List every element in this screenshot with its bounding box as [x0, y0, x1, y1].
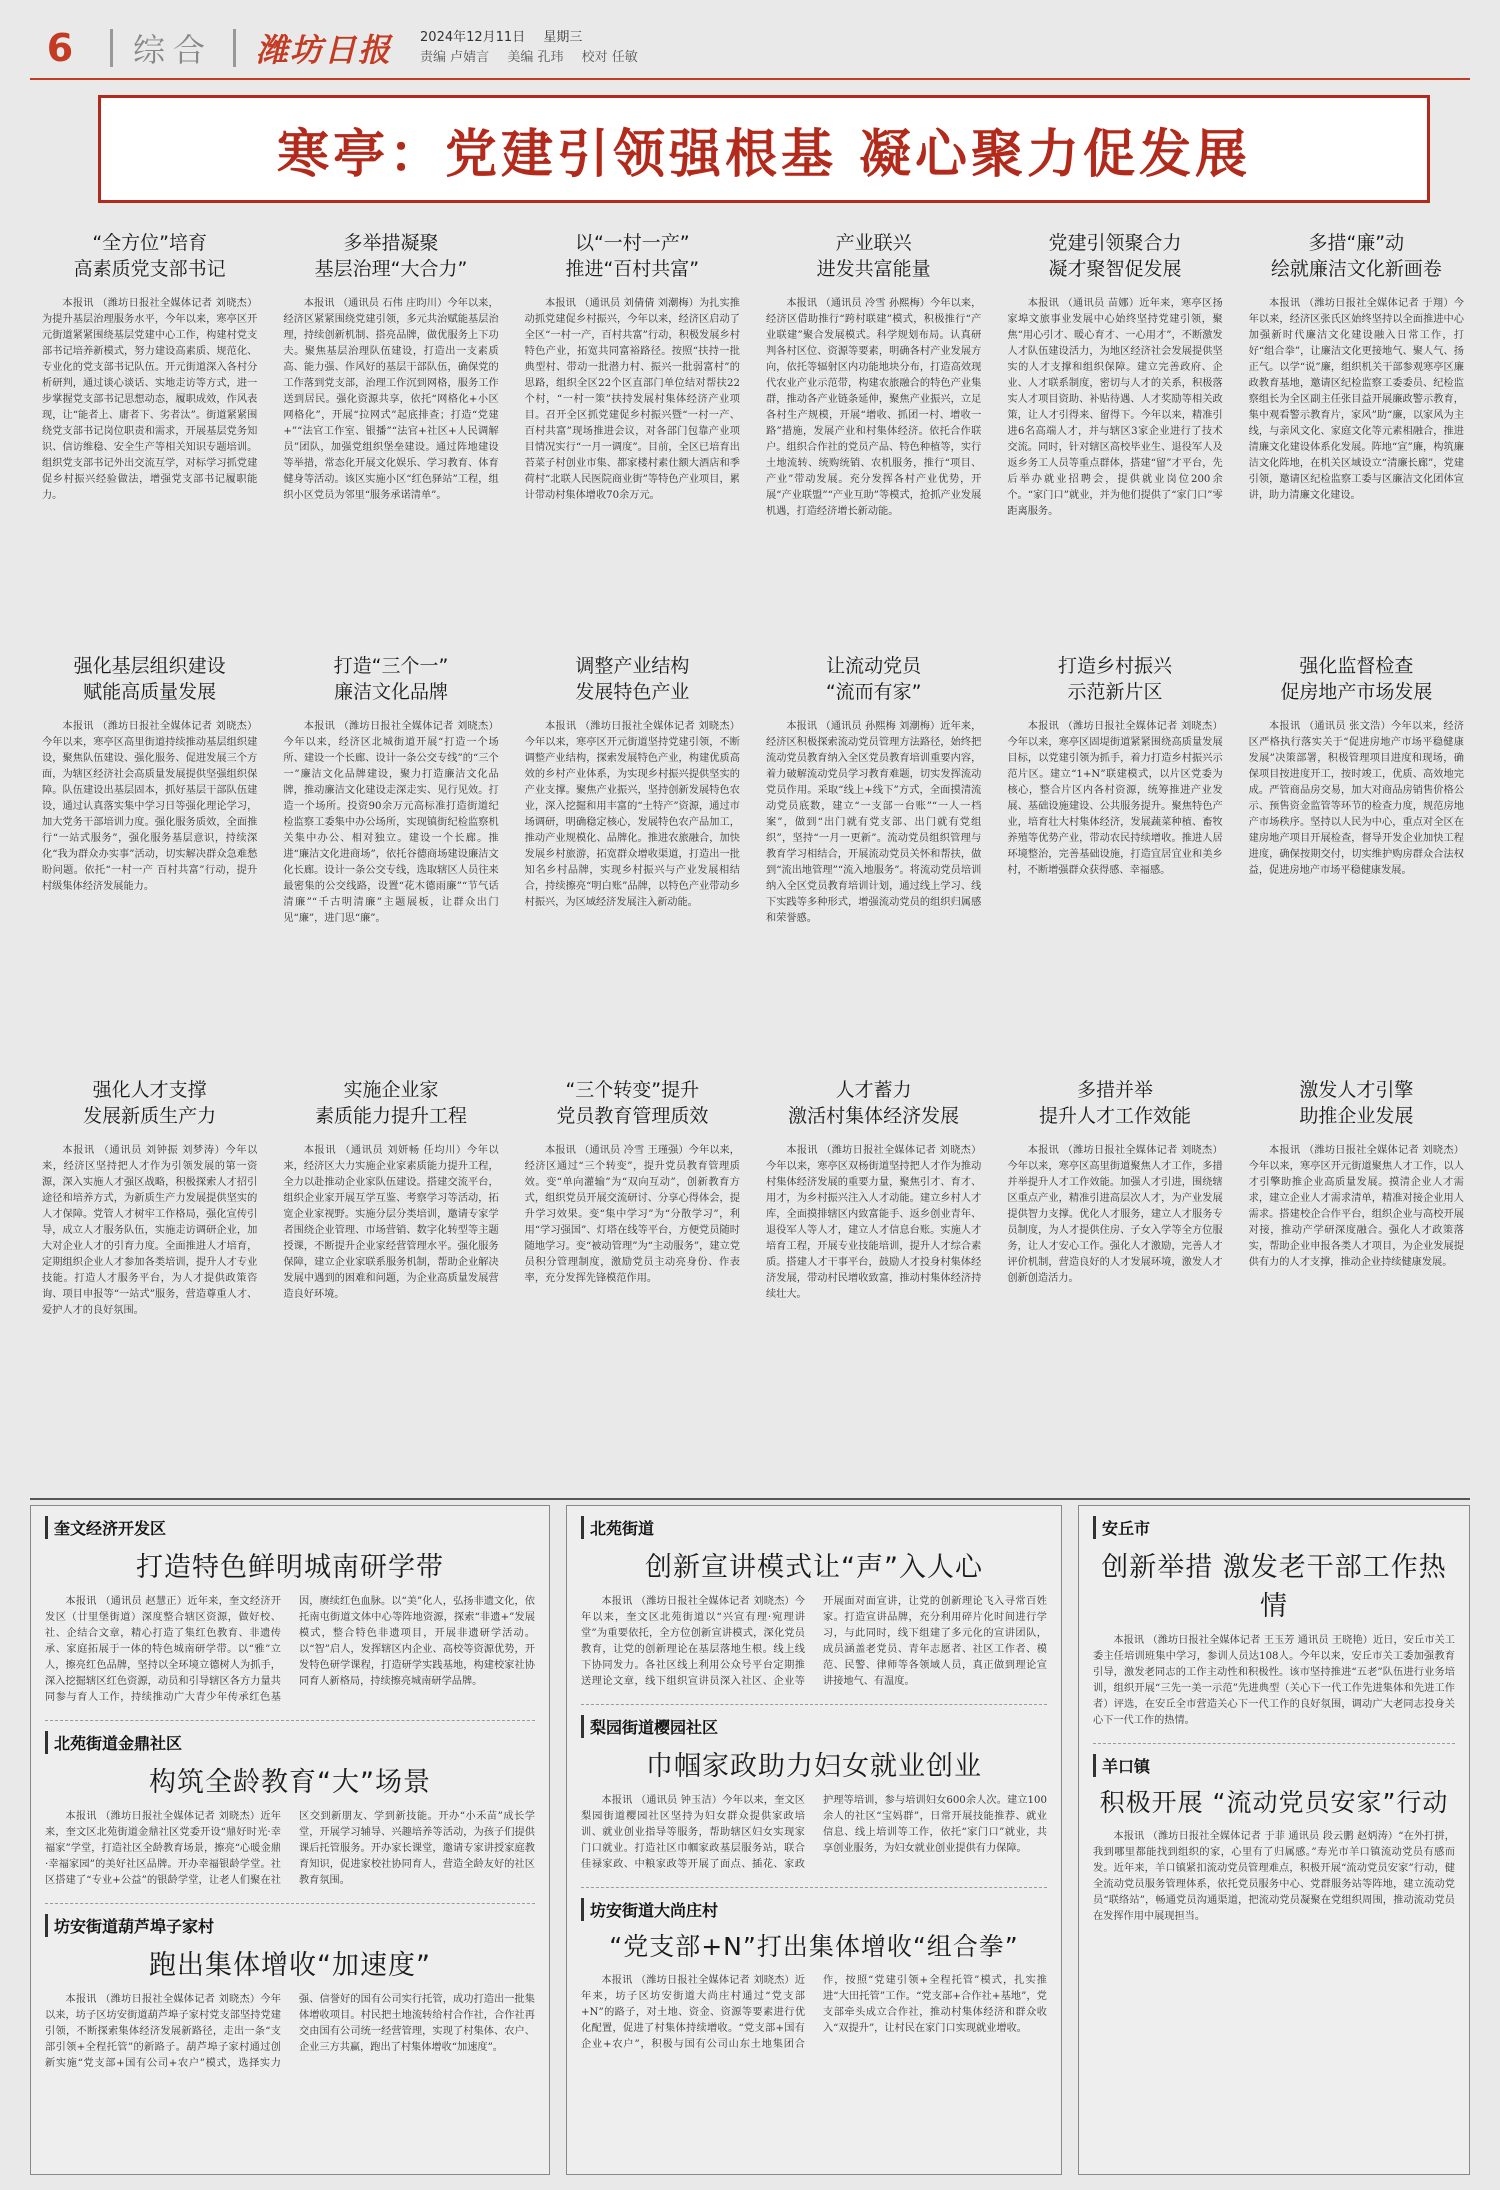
article-headline-line2: 赋能高质量发展 [83, 681, 217, 704]
story-body: 本报讯 （潍坊日报社全媒体记者 刘晓杰）今年以来，坊子区坊安街道葫芦埠子家村党支部坚持党建引领，不断探索集体经济发展新路径，走出一条“支部引领+全程托管”的新路子。葫芦埠子家村通过创新实施“党支部+国有公司+农户”模式，选择实力强、信誉好的国有公司实行托管，成功打造出一批集体增收项目。村民把土地流转给村合作社，合作社再交由国有公司统一经营管理，实现了村集体、农户、企业三方共赢，跑出了村集体增收“加速度”。 [45, 1994, 535, 2069]
story-location-tag: 北苑街道 [581, 1516, 1047, 1539]
article-headline-line2: 绘就廉洁文化新画卷 [1270, 258, 1442, 280]
story-body: 本报讯 （潍坊日报社全媒体记者 刘晓杰）近年来，奎文区北苑街道金鼎社区党委开设“鼎好时光·幸福家”学堂，打造社区全龄教育场景，擦亮“心暖金鼎·幸福家园”的美好社区品牌。开办幸福银龄学堂。社区搭建了“专业+公益”的银龄学堂，让老人们聚在社区交到新朋友、学到新技能。开办“小禾苗”成长学堂，开展学习辅导、兴趣培养等活动，为孩子们提供课后托管服务。开办家长课堂，邀请专家讲授家庭教育知识，促进家校社协同育人，营造全龄友好的社区教育氛围。 [45, 1811, 535, 1886]
story-headline: 打造特色鲜明城南研学带 [136, 1552, 444, 1583]
article-card [38, 643, 261, 1066]
article-headline-line2: 素质能力提升工程 [314, 1104, 467, 1127]
article-headline-line2: 凝才聚智促发展 [1048, 258, 1182, 280]
article-card [38, 1067, 261, 1490]
article-headline-line1: 强化基层组织建设 [73, 655, 226, 678]
article-card [1245, 643, 1468, 1066]
article-headline-line1: 多举措凝聚 [343, 232, 439, 254]
article-card [521, 643, 744, 1066]
article-headline-line2: 廉洁文化品牌 [333, 681, 448, 704]
story-location-tag: 北苑街道金鼎社区 [45, 1731, 535, 1754]
story-headline: 创新宣讲模式让“声”入人心 [645, 1552, 983, 1583]
article-body: 本报讯 （通讯员 刘钟振 刘梦涛）今年以来，经济区坚持把人才作为引领发展的第一资源，深入实施人才强区战略，积极探索人才招引途径和培养方式，为新质生产力发展提供坚实的人才保障。党管人才树牢工作格局，强化宣传引导，成立人才服务队伍，实施走访调研企业，加大对企业人才的引育力度。全面推进人才培育，定期组织企业人才参加各类培训，提升人才专业技能。打造人才服务平台，为人才提供政策咨询、项目申报等“一站式”服务，营造尊重人才、爱护人才的良好氛围。 [42, 1144, 258, 1316]
article-headline-line1: 让流动党员 [826, 655, 922, 678]
article-headline-line1: 实施企业家 [343, 1078, 439, 1101]
bottom-story [581, 1516, 1047, 1690]
section-divider [30, 1498, 1470, 1500]
article-body: 本报讯 （潍坊日报社全媒体记者 刘晓杰）今年以来，寒亭区双杨街道坚持把人才作为推动村集体经济发展的重要力量，聚焦引才、育才、用才，为乡村振兴注入人才动能。建立乡村人才库，全面摸排辖区内致富能手、返乡创业青年、退役军人等人才，建立人才信息台账。实施人才培育工程，开展专业技能培训，提升人才综合素质。搭建人才干事平台，鼓励人才投身村集体经济发展，带动村民增收致富，推动村集体经济持续壮大。 [765, 1144, 982, 1300]
story-body: 本报讯 （潍坊日报社全媒体记者 王玉芳 通讯员 王晓艳）近日，安丘市关工委主任培训班集中学习，参训人员达108人。今年以来，安丘市关工委加强教育引导，激发老同志的工作主动性和积极性。该市坚持推进“五老”队伍进行业务培训，组织开展“三先一美一示范”先进典型（关心下一代工作先进集体和先进工作者）评选，在安丘全市营造关心下一代工作的良好氛围，调动广大老同志投身关心下一代工作的热情。 [1093, 1635, 1455, 1726]
section-name: 综合 [133, 31, 214, 69]
article-card [762, 220, 985, 643]
article-headline-line2: 发展特色产业 [575, 681, 690, 704]
story-body: 本报讯 （通讯员 钟玉洁）今年以来，奎文区梨园街道樱园社区坚持为妇女群众提供家政培训、就业创业指导等服务，帮助辖区妇女实现家门口就业。打造社区巾帼家政基层服务站，联合佳禄家政、中粮家政等开展了面点、插花、家政护理等培训，参与培训妇女600余人次。建立100余人的社区“宝妈群”，日常开展技能推荐、就业信息、线上培训等工作，依托“家门口”就业，共享创业服务，为妇女就业创业提供有力保障。 [581, 1795, 1047, 1870]
article-card [38, 220, 261, 643]
article-body: 本报讯 （通讯员 石伟 庄昀川）今年以来，经济区紧紧围绕党建引领，多元共治赋能基层治理，持续创新机制、搭亮品牌，做优服务上下功夫。聚焦基层治理队伍建设，打造出一支素质高、能力强、作风好的基层干部队伍，确保党的工作落到党支部，治理工作沉到网格，服务工作送到居民。强化资源共享，依托“网格化+小区网格化”，开展“拉网式”起底排查；打造“党建+”“法官工作室、银播”“法官+社区+人民调解员”团队，加强党组织堡垒建设。通过阵地建设等举措，常态化开展文化娱乐、学习教育、体育健身等活动。该区实施小区“红色驿站”工程，组织小区党员为邻里“服务承诺清单”。 [283, 298, 499, 501]
headline-banner [98, 95, 1430, 203]
story-divider [45, 1903, 535, 1904]
article-card [1003, 643, 1226, 1066]
bottom-story [45, 1914, 535, 2072]
bottom-story [45, 1731, 535, 1889]
story-divider [1093, 1743, 1455, 1744]
article-headline-line2: 党员教育管理质效 [556, 1104, 709, 1127]
issue-meta [420, 28, 652, 68]
story-location-tag: 梨园街道樱园社区 [581, 1715, 1047, 1738]
banner-title: 寒亭：党建引领强根基 凝心聚力促发展 [276, 123, 1252, 185]
story-headline: “党支部+N”打出集体增收“组合拳” [609, 1932, 1019, 1961]
issue-date: 2024年12月11日 [420, 30, 526, 45]
article-card [279, 1067, 502, 1490]
article-body: 本报讯 （潍坊日报社全媒体记者 刘晓杰）今年以来，寒亭区高里街道聚焦人才工作，多措并举提升人才工作效能。加强人才引进，围绕辖区重点产业，精准引进高层次人才，为产业发展提供智力支撑。优化人才服务，建立人才服务专员制度，为人才提供住房、子女入学等全方位服务，让人才安心工作。强化人才激励，完善人才评价机制，营造良好的人才发展环境，激发人才创新创造活力。 [1007, 1144, 1223, 1284]
article-headline-line2: 激活村集体经济发展 [788, 1104, 960, 1127]
article-headline-line1: 打造乡村振兴 [1057, 655, 1172, 678]
article-headline-line1: “全方位”培育 [92, 232, 207, 254]
story-headline: 跑出集体增收“加速度” [149, 1950, 431, 1981]
story-headline: 巾帼家政助力妇女就业创业 [646, 1751, 982, 1782]
article-headline-line2: 助推企业发展 [1299, 1104, 1414, 1127]
article-headline-line1: 党建引领聚合力 [1048, 232, 1182, 254]
bottom-column-2 [566, 1505, 1062, 2175]
story-location-tag: 奎文经济开发区 [45, 1516, 535, 1539]
article-card [521, 1067, 744, 1490]
article-card [1003, 1067, 1226, 1490]
article-body: 本报讯 （通讯员 苗娜）近年来，寒亭区扬家埠文旅事业发展中心始终坚持党建引领，聚焦“用心引才、暖心育才、一心用才”，不断激发人才队伍建设活力，为地区经济社会发展提供坚实的人才支撑和组织保障。建立完善政府、企业、人才联系制度，密切与人才的关系，积极落实人才项目资助、补贴待遇、人才奖励等相关政策，让人才引得来、留得下。今年以来，精准引进6名高端人才，并与辖区3家企业进行了技术交流。同时，针对辖区高校毕业生、退役军人及返乡务工人员等重点群体，搭建“留”才平台，先后举办就业招聘会，提供就业岗位200余个。“家门口”就业，并为他们提供了“家门口”零距离服务。 [1007, 298, 1223, 517]
article-headline-line2: “流而有家” [825, 681, 922, 704]
article-body: 本报讯 （通讯员 冷雪 孙熙梅）今年以来，经济区借助推行“跨村联建”模式，积极推行“产业联建”聚合发展模式。科学规划布局。认真研判各村区位、资源等要素，明确各村产业发展方向，依托等辐射区内功能地块分布，打造高效现代农业产业示范带，构建农旅融合的特色产业集群，推动各产业链条延伸，聚焦产业振兴，立足各村生产规模，开展“增收、抓团一村、增收一路”措施，发展产业和村集体经济。依托合作联户。组织合作社的党员产品、特色种植等，实行土地流转、统购统销、农机服务，推行“项目、产业”带动发展。充分发挥各村产业优势，开展“产业联盟”“产业互助”等模式，抢抓产业发展机遇，打造经济增长新动能。 [765, 298, 982, 517]
story-body: 本报讯 （潍坊日报社全媒体记者 刘晓杰）今年以来，奎文区北苑街道以“兴宣有理·宛理讲堂”为重要依托，全方位创新宣讲模式，深化党员教育，让党的创新理论在基层落地生根。线上线下协同发力。各社区线上利用公众号平台定期推送理论文章，线下组织宣讲员深入社区、企业等开展面对面宣讲，让党的创新理论飞入寻常百姓家。打造宣讲品牌，充分利用碎片化时间进行学习，与此同时，线下组建了多元化的宣讲团队，成员涵盖老党员、青年志愿者、社区工作者、模范、民警、律师等各领域人员，真正做到理论宣讲接地气、有温度。 [581, 1596, 1047, 1687]
story-location-tag: 羊口镇 [1093, 1754, 1455, 1777]
article-headline-line1: 产业联兴 [835, 232, 912, 254]
article-headline-line2: 推进“百村共富” [565, 258, 700, 280]
page-number: 6 [46, 26, 74, 70]
article-card [279, 220, 502, 643]
article-body: 本报讯 （潍坊日报社全媒体记者 刘晓杰）今年以来，寒亭区开元街道聚焦人才工作，以人才引擎助推企业高质量发展。摸清企业人才需求，建立企业人才需求清单，精准对接企业用人需求。搭建校企合作平台，组织企业与高校开展对接，推动产学研深度融合。强化人才政策落实，帮助企业申报各类人才项目，为企业发展提供有力的人才支撑，推动企业持续健康发展。 [1248, 1144, 1464, 1268]
article-headline-line1: 激发人才引擎 [1299, 1078, 1414, 1101]
article-headline-line2: 促房地产市场发展 [1280, 681, 1433, 704]
paper-name: 潍坊日报 [256, 31, 393, 69]
article-card [1245, 220, 1468, 643]
bottom-section [30, 1505, 1470, 2175]
designer-credit: 美编 孔玮 [507, 50, 564, 65]
article-body: 本报讯 （潍坊日报社全媒体记者 刘晓杰）今年以来，寒亭区高里街道持续推动基层组织建设，聚焦队伍建设、强化服务、促进发展三个方面，为辖区经济社会高质量发展提供坚强组织保障。队伍建设出基层固本，抓好基层干部队伍建设，通过认真落实集中学习日等强化理论学习，加大党务干部培训力度。强化服务质效，全面推行“一站式服务”，强化服务基层意识，持续深化“我为群众办实事”活动，切实解决群众急难愁盼问题。依托“一村一产 百村共富”行动，提升村级集体经济发展能力。 [42, 721, 258, 893]
article-card [521, 220, 744, 643]
article-headline-line2: 高素质党支部书记 [73, 258, 226, 280]
story-divider [581, 1704, 1047, 1705]
article-headline-line1: 人才蓄力 [835, 1078, 912, 1101]
story-body: 本报讯 （潍坊日报社全媒体记者 于菲 通讯员 段云鹏 赵炳涛）“在外打拼，我到哪里都能找到组织的家，心里有了归属感。”寿光市羊口镇流动党员有感而发。近年来，羊口镇紧扣流动党员管理难点，积极开展“流动党员安家”行动，健全流动党员服务管理体系，依托党员服务中心、党群服务站等阵地，建立流动党员“联络站”，畅通党员沟通渠道，把流动党员凝聚在党组织周围，推动流动党员在发挥作用中展现担当。 [1093, 1831, 1455, 1922]
article-body: 本报讯 （通讯员 刘倩倩 刘潮梅）为扎实推动抓党建促乡村振兴，今年以来，经济区启动了全区“一村一产，百村共富”行动，积极发展乡村特色产业，拓宽共同富裕路径。按照“扶持一批典型村、带动一批潜力村、振兴一批弱富村”的思路，组织全区22个区直部门单位结对帮扶22个村，“一村一策”扶持发展村集体经济产业项目。召开全区抓党建促乡村振兴暨“一村一产、百村共富”现场推进会议，对各部门包靠产业项目情况实行“一月一调度”。目前，全区已培育出苔菜子村创业市集、都家楼村素仕额大酒店和季荷村“北联人民医院商业街”等特色产业项目，累计带动村集体增收70余万元。 [524, 298, 740, 501]
article-card [762, 643, 985, 1066]
article-headline-line2: 进发共富能量 [816, 258, 931, 280]
story-body: 本报讯 （潍坊日报社全媒体记者 刘晓杰）近年来，坊子区坊安街道大尚庄村通过“党支部+N”的路子，对土地、资金、资源等要素进行优化配置，促进了村集体持续增收。“党支部+国有企业+农户”，积极与国有公司山东土地集团合作，按照“党建引领+全程托管”模式，扎实推进“大田托管”工作。“党支部+合作社+基地”，党支部牵头成立合作社，推动村集体经济和群众收入“双提升”，让村民在家门口实现就业增收。 [581, 1975, 1047, 2050]
article-body: 本报讯 （潍坊日报社全媒体记者 刘晓杰）今年以来，寒亭区开元街道坚持党建引领，不断调整产业结构，探索发展特色产业，构建优质高效的乡村产业体系，为实现乡村振兴提供坚实的产业支撑。聚焦产业振兴，坚持创新发展特色农业，深入挖掘和用丰富的“土特产”资源，通过市场调研，明确稳定核心，发展特色农产品加工，推动产业规模化、品牌化。推进农旅融合，加快发展乡村旅游，拓宽群众增收渠道，打造出一批知名乡村品牌，实现乡村振兴与产业发展相结合，持续擦亮“明白账”品牌，以特色产业带动乡村振兴，为区域经济发展注入新动能。 [524, 721, 740, 909]
story-divider [581, 1887, 1047, 1888]
article-headline-line1: 强化监督检查 [1299, 655, 1414, 678]
article-headline-line2: 基层治理“大合力” [314, 258, 468, 280]
bottom-column-3 [1078, 1505, 1470, 2175]
bottom-story [581, 1715, 1047, 1873]
issue-weekday: 星期三 [543, 30, 583, 45]
story-headline: 创新举措 激发老干部工作热情 [1101, 1552, 1447, 1622]
article-headline-line1: 调整产业结构 [575, 655, 690, 678]
masthead [30, 18, 1470, 80]
article-headline-line2: 发展新质生产力 [83, 1104, 217, 1127]
article-body: 本报讯 （潍坊日报社全媒体记者 于翔）今年以来，经济区张氏区始终坚持以全面推进中心加强新时代廉洁文化建设融入日常工作，打好“组合拳”，让廉洁文化更接地气、聚人气、扬正气。以学“说”廉，组织机关干部参观寒亭区廉政教育基地，邀请区纪检监察工委委员、纪检监察组长为全区副主任张目益开展廉政警示教育，集中观看警示教育片，家风”助“廉，以家风为主线，与亲风文化、家庭文化等元素相融合，推进清廉文化建设体系化发展。阵地“宣”廉，构筑廉洁文化阵地，在机关区域设立“清廉长廊”，党建引领，邀请区纪检监察工委与区廉洁文化团体宣讲，助力清廉文化建设。 [1248, 298, 1464, 501]
article-headline-line1: 强化人才支撑 [92, 1078, 207, 1101]
bottom-story [581, 1898, 1047, 2053]
article-body: 本报讯 （通讯员 张文浩）今年以来，经济区严格执行落实关于“促进房地产市场平稳健康发展”决策部署，积极管理项目进度和现场，确保项目按进度开工，按时竣工，优质、高效地完成。严管商品房交易，加大对商品房销售价格公示、预售资金监管等环节的检查力度，规范房地产市场秩序。坚持以人民为中心，重点对全区在建房地产项目开展检查，督导开发企业加快工程进度，确保按期交付，切实维护购房群众合法权益，促进房地产市场平稳健康发展。 [1248, 721, 1464, 877]
article-body: 本报讯 （通讯员 冷雪 王瑾强）今年以来，经济区通过“三个转变”，提升党员教育管理质效。变“单向灌输”为“双向互动”，创新教育方式，组织党员开展交流研讨、分享心得体会，提升学习效果。变“集中学习”为“分散学习”，利用“学习强国”、灯塔在线等平台，方便党员随时随地学习。变“被动管理”为“主动服务”，建立党员积分管理制度，激励党员主动亮身份、作表率，充分发挥先锋模范作用。 [524, 1144, 740, 1284]
article-card [1245, 1067, 1468, 1490]
bottom-column-1 [30, 1505, 550, 2175]
article-body: 本报讯 （潍坊日报社全媒体记者 刘晓杰）今年以来，寒亭区固堤街道紧紧围绕高质量发展目标，以党建引领为抓手，着力打造乡村振兴示范片区。建立“1+N”联建模式，以片区党委为核心，整合片区内各村资源，统筹推进产业发展、基础设施建设、公共服务提升。聚焦特色产业，培育壮大村集体经济，发展蔬菜种植、畜牧养殖等优势产业，带动农民持续增收。推进人居环境整治，完善基础设施，打造宜居宜业和美乡村，不断增强群众获得感、幸福感。 [1007, 721, 1223, 877]
editor-credit: 责编 卢婧言 [420, 50, 490, 65]
article-body: 本报讯 （潍坊日报社全媒体记者 刘晓杰）为提升基层治理服务水平，今年以来，寒亭区开元街道紧紧围绕基层党建中心工作，构建村党支部书记培养新模式，努力建设高素质、规范化、专业化的党支部书记队伍。开元街道深入各村分析研判，通过谈心谈话、实地走访等方式，进一步掌握党支部书记思想动态，履职成效，作风表现，让“能者上、庸者下、劣者汰”。街道紧紧围绕党支部书记岗位职责和需求，开展基层党务知识、信访维稳、安全生产等相关知识专题培训。组织党支部书记外出交流互学，对标学习抓党建促乡村振兴经验做法，增强党支部书记履职能力。 [42, 298, 258, 501]
story-body: 本报讯 （通讯员 赵慧正）近年来，奎文经济开发区（廿里堡街道）深度整合辖区资源，做好校、社、企结合文章，精心打造了集红色教育、非遗传承、家庭拓展于一体的特色城南研学带。以“雅”立人，擦亮红色品牌，坚持以全环境立德树人为抓手，深入挖掘辖区红色资源，动员和引导辖区各方力量共同参与育人工作，持续推动广大青少年传承红色基因，赓续红色血脉。以“美”化人，弘扬非遗文化，依托南屯街道文体中心等阵地资源，探索“非遗+”发展模式，整合特色非遗项目，开展非遗研学活动。以“智”启人，发挥辖区内企业、高校等资源优势，开发特色研学课程，打造研学实践基地，构建校家社协同育人新格局，持续擦亮城南研学品牌。 [45, 1596, 535, 1703]
bottom-story [45, 1516, 535, 1706]
story-location-tag: 坊安街道葫芦埠子家村 [45, 1914, 535, 1937]
article-headline-line1: 多措并举 [1076, 1078, 1153, 1101]
story-location-tag: 坊安街道大尚庄村 [581, 1898, 1047, 1921]
story-location-tag: 安丘市 [1093, 1516, 1455, 1539]
article-body: 本报讯 （潍坊日报社全媒体记者 刘晓杰）今年以来，经济区北城街道开展“打造一个场所、建设一个长廊、设计一条公交专线”的“三个一”廉洁文化品牌建设，聚力打造廉洁文化品牌，推动廉洁文化建设走深走实、见行见效。打造一个场所。投资90余万元高标准打造街道纪检监察工委集中办公场所，实现镇街纪检监察机关集中办公、相对独立。建设一个长廊。推进“廉洁文化进商场”，依托谷德商场建设廉洁文化长廊。设计一条公交专线，选取辖区人员往来最密集的公交线路，设置“花木德雨廉”“节气话清廉”“千古明清廉”主题展板，让群众出门见“廉”，进门思“廉”。 [283, 721, 499, 925]
article-headline-line1: 打造“三个一” [333, 655, 449, 678]
article-card [1003, 220, 1226, 643]
article-body: 本报讯 （通讯员 孙熙梅 刘潮梅）近年来，经济区积极探索流动党员管理方法路径，始终把流动党员教育纳入全区党员教育培训重要内容，着力破解流动党员学习教育难题，切实发挥流动党员作用。采取“线上+线下”方式，全面摸清流动党员底数，建立“一支部一台账”“一人一档案”，做到“出门就有党支部、出门就有党组织”，坚持“一月一更新”。流动党员组织管理与教育学习相结合，开展流动党员关怀和帮扶，做到“流出地管理”“流入地服务”。将流动党员培训纳入全区党员教育培训计划，通过线上学习、线下实践等多种形式，增强流动党员的组织归属感和荣誉感。 [765, 721, 982, 925]
article-card [279, 643, 502, 1066]
bottom-story [1093, 1754, 1455, 1925]
article-headline-line1: “三个转变”提升 [565, 1078, 700, 1101]
article-headline-line1: 多措“廉”动 [1308, 232, 1405, 254]
story-headline: 构筑全龄教育“大”场景 [149, 1767, 431, 1798]
article-body: 本报讯 （通讯员 刘妍畅 任均川）今年以来，经济区大力实施企业家素质能力提升工程，全力以赴推动企业家队伍建设。搭建交流平台，组织企业家开展互学互鉴、考察学习等活动，拓宽企业家视野。实施分层分类培训，邀请专家学者围绕企业管理、市场营销、数字化转型等主题授课，不断提升企业家经营管理水平。强化服务保障，建立企业家联系服务机制，帮助企业解决发展中遇到的困难和问题，为企业高质量发展营造良好环境。 [283, 1144, 499, 1300]
article-headline-line2: 提升人才工作效能 [1038, 1104, 1191, 1127]
masthead-divider [110, 29, 113, 67]
bottom-story [1093, 1516, 1455, 1729]
article-grid [38, 220, 1468, 1490]
article-headline-line1: 以“一村一产” [574, 232, 690, 254]
proofreader-credit: 校对 任敏 [581, 50, 638, 65]
story-headline: 积极开展 “流动党员安家”行动 [1099, 1788, 1449, 1817]
article-card [762, 1067, 985, 1490]
article-headline-line2: 示范新片区 [1067, 681, 1163, 704]
masthead-divider [233, 29, 236, 67]
story-divider [45, 1720, 535, 1721]
